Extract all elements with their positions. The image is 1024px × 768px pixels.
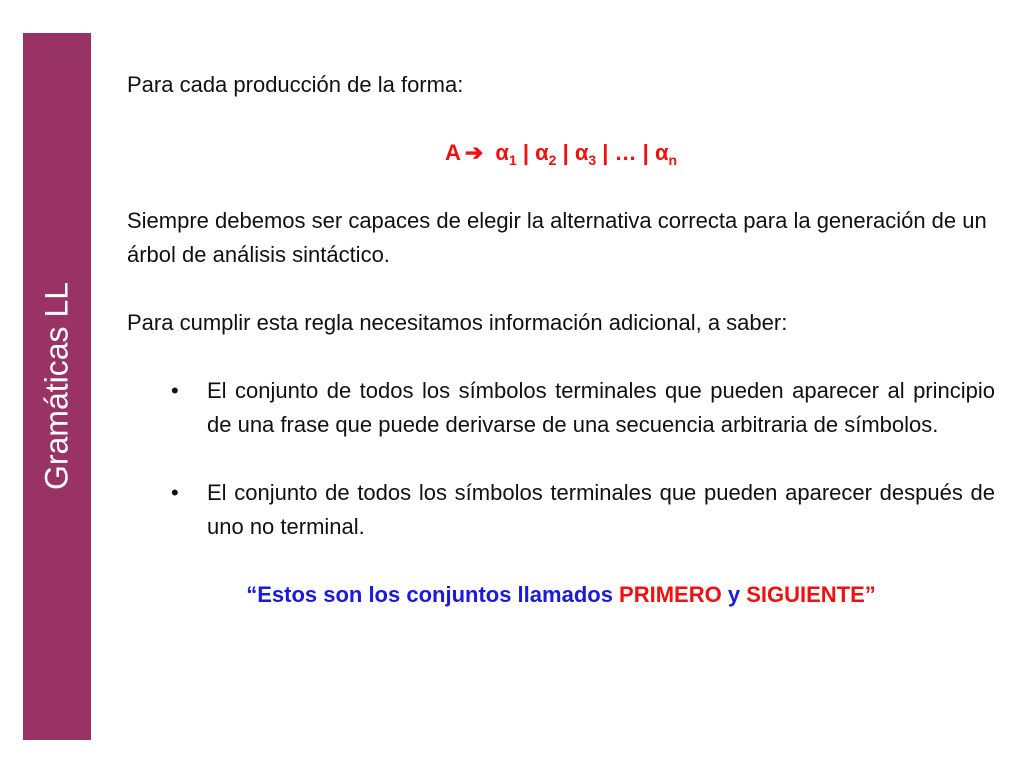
bullet-item (127, 374, 995, 442)
closing-statement (127, 578, 995, 612)
formula-sub-1: 1 (508, 152, 517, 168)
bullet-icon: • (171, 378, 179, 403)
formula-ellipsis: … (614, 140, 637, 165)
bullet-item (127, 476, 995, 544)
bullet-icon: • (171, 480, 179, 505)
bullet-list (127, 374, 995, 544)
formula-alpha-2: α (535, 140, 549, 165)
closing-siguiente: SIGUIENTE (746, 582, 865, 607)
paragraph-info: Para cumplir esta regla necesitamos información adicional, a saber: (127, 310, 788, 335)
intro-text: Para cada producción de la forma: (127, 72, 464, 97)
bullet-text: El conjunto de todos los símbolos terminales que pueden aparecer después de uno no terminal. (207, 480, 995, 539)
slide-content (127, 68, 995, 612)
formula-alpha-n: α (654, 140, 669, 165)
formula-sep: | (596, 140, 615, 165)
formula-sep: | (556, 140, 575, 165)
closing-end-quote: ” (864, 582, 876, 607)
closing-and: y (721, 582, 747, 607)
formula-sep: | (516, 140, 536, 165)
closing-primero: PRIMERO (619, 582, 722, 607)
right-arrow-icon: ➔ (464, 140, 484, 165)
formula-sub-n: n (668, 152, 678, 168)
formula-sep: | (636, 140, 655, 165)
production-formula (127, 136, 995, 170)
formula-alpha-1: α (495, 140, 509, 165)
bullet-text: El conjunto de todos los símbolos terminales que pueden aparecer al principio de una frase que puede derivarse de una secuencia arbitraria de símbolos. (207, 378, 995, 437)
formula-sub-2: 2 (548, 152, 557, 168)
formula-alpha-3: α (574, 140, 589, 165)
paragraph-alternative: Siempre debemos ser capaces de elegir la alternativa correcta para la generación de un árbol de análisis sintáctico. (127, 208, 987, 267)
formula-sub-3: 3 (588, 152, 597, 168)
closing-text: “Estos son los conjuntos llamados (246, 582, 620, 607)
sidebar-title: Gramáticas LL (38, 281, 75, 491)
formula-lhs: A (444, 140, 461, 165)
